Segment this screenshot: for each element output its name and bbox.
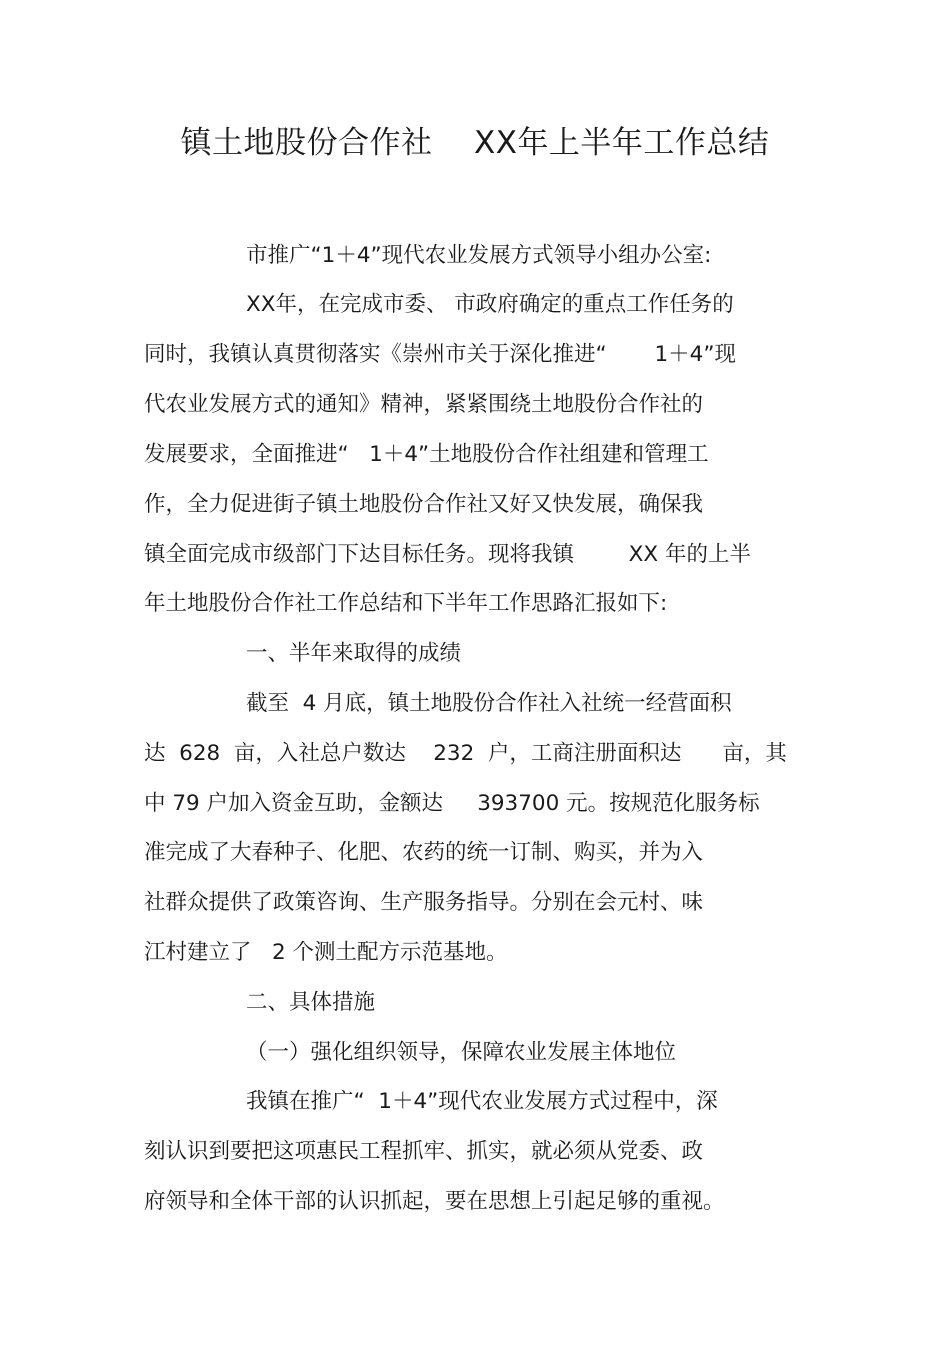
text-line: 社群众提供了政策咨询、生产服务指导。分别在会元村、味 [144,890,704,915]
section-heading: 二、具体措施 [246,990,376,1015]
text-line: 同时，我镇认真贯彻落实《崇州市关于深化推进“ 1＋4”现 [144,342,736,367]
text-line: 镇全面完成市级部门下达目标任务。现将我镇 XX 年的上半 [144,542,751,567]
text-line: 代农业发展方式的通知》精神，紧紧围绕土地股份合作社的 [144,392,704,417]
text-line: XX年，在完成市委、 市政府确定的重点工作任务的 [246,292,734,317]
subsection-heading: （一）强化组织领导，保障农业发展主体地位 [246,1040,677,1065]
text-line: 中 79 户加入资金互助，金额达 393700 元。按规范化服务标 [144,791,760,816]
text-line: 作，全力促进街子镇土地股份合作社又好又快发展，确保我 [144,492,704,517]
text-line: 市推广“1＋4”现代农业发展方式领导小组办公室: [246,243,712,268]
text-line: 江村建立了 2 个测土配方示范基地。 [144,940,508,965]
section-heading: 一、半年来取得的成绩 [246,641,462,666]
document-title: 镇土地股份合作社 XX年上半年工作总结 [180,125,770,161]
text-line: 达 628 亩，入社总户数达 232 户，工商注册面积达 亩，其 [144,741,787,766]
text-line: 准完成了大春种子、化肥、农药的统一订制、购买，并为入 [144,840,704,865]
text-line: 年土地股份合作社工作总结和下半年工作思路汇报如下: [144,591,668,616]
text-line: 我镇在推广“ 1＋4”现代农业发展方式过程中，深 [246,1089,718,1114]
text-line: 府领导和全体干部的认识抓起，要在思想上引起足够的重视。 [144,1189,725,1214]
text-line: 刻认识到要把这项惠民工程抓牢、抓实，就必须从党委、政 [144,1139,704,1164]
text-line: 发展要求，全面推进“ 1＋4”土地股份合作社组建和管理工 [144,442,709,467]
text-line: 截至 4 月底，镇土地股份合作社入社统一经营面积 [246,691,732,716]
